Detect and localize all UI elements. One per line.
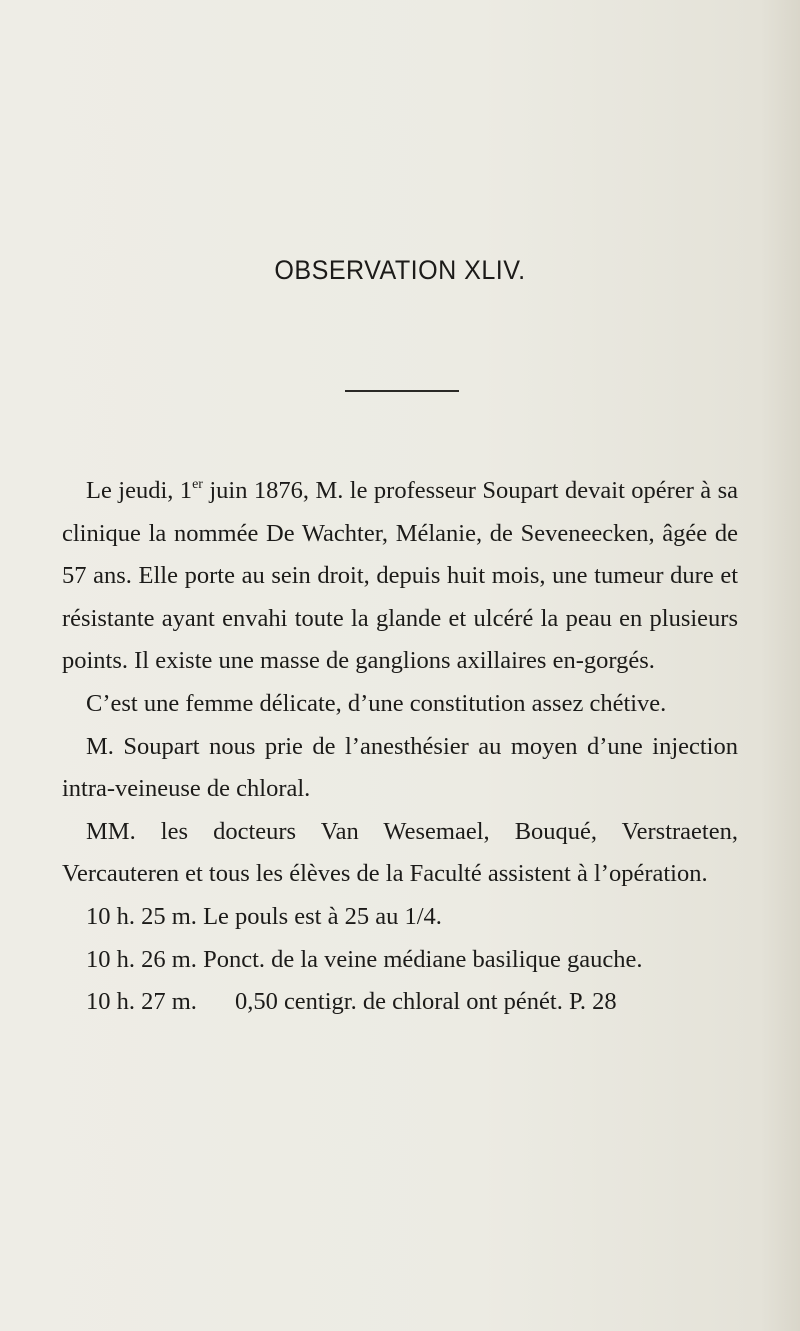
timeline-entry	[62, 896, 738, 939]
ordinal-suffix: er	[192, 477, 203, 492]
paragraph-intro-prefix: Le jeudi, 1	[86, 477, 193, 504]
title-divider	[345, 390, 459, 392]
timeline-entry	[62, 939, 738, 982]
paragraph-patient-condition: C’est une femme délicate, d’une constitution assez chétive.	[86, 689, 667, 717]
observation-body	[62, 470, 738, 1024]
paragraph-intro	[62, 470, 738, 683]
timeline-entry	[62, 981, 738, 1024]
timeline-time: 10 h. 25 m.	[86, 902, 197, 930]
timeline-text: Ponct. de la veine médiane basilique gauche.	[203, 945, 643, 973]
timeline-time: 10 h. 27 m.	[86, 988, 197, 1016]
timeline-text: 0,50 centigr. de chloral ont pénét. P. 28	[234, 988, 617, 1016]
observation-title: OBSERVATION XLIV.	[274, 255, 526, 285]
paragraph-intro-rest: juin 1876, M. le professeur Soupart devait opérer à sa clinique la nommée De Wachter, Mélanie, de Seveneecken, âgée de 57 ans. Elle porte au sein droit, depuis huit mois, une tumeur dure et résistante ayant envahi toute la glande et ulcéré la peau en plusieurs points. Il existe une masse de ganglions axillaires en-gorgés.	[62, 477, 738, 675]
paragraph-anesthesia-request: M. Soupart nous prie de l’anesthésier au moyen d’une injection intra-veineuse de chloral.	[62, 732, 738, 803]
timeline-text: Le pouls est à 25 au 1/4.	[203, 902, 442, 930]
paragraph-attendees: MM. les docteurs Van Wesemael, Bouqué, Verstraeten, Vercauteren et tous les élèves de la Faculté assistent à l’opération.	[62, 817, 738, 888]
timeline-time: 10 h. 26 m.	[86, 945, 197, 973]
